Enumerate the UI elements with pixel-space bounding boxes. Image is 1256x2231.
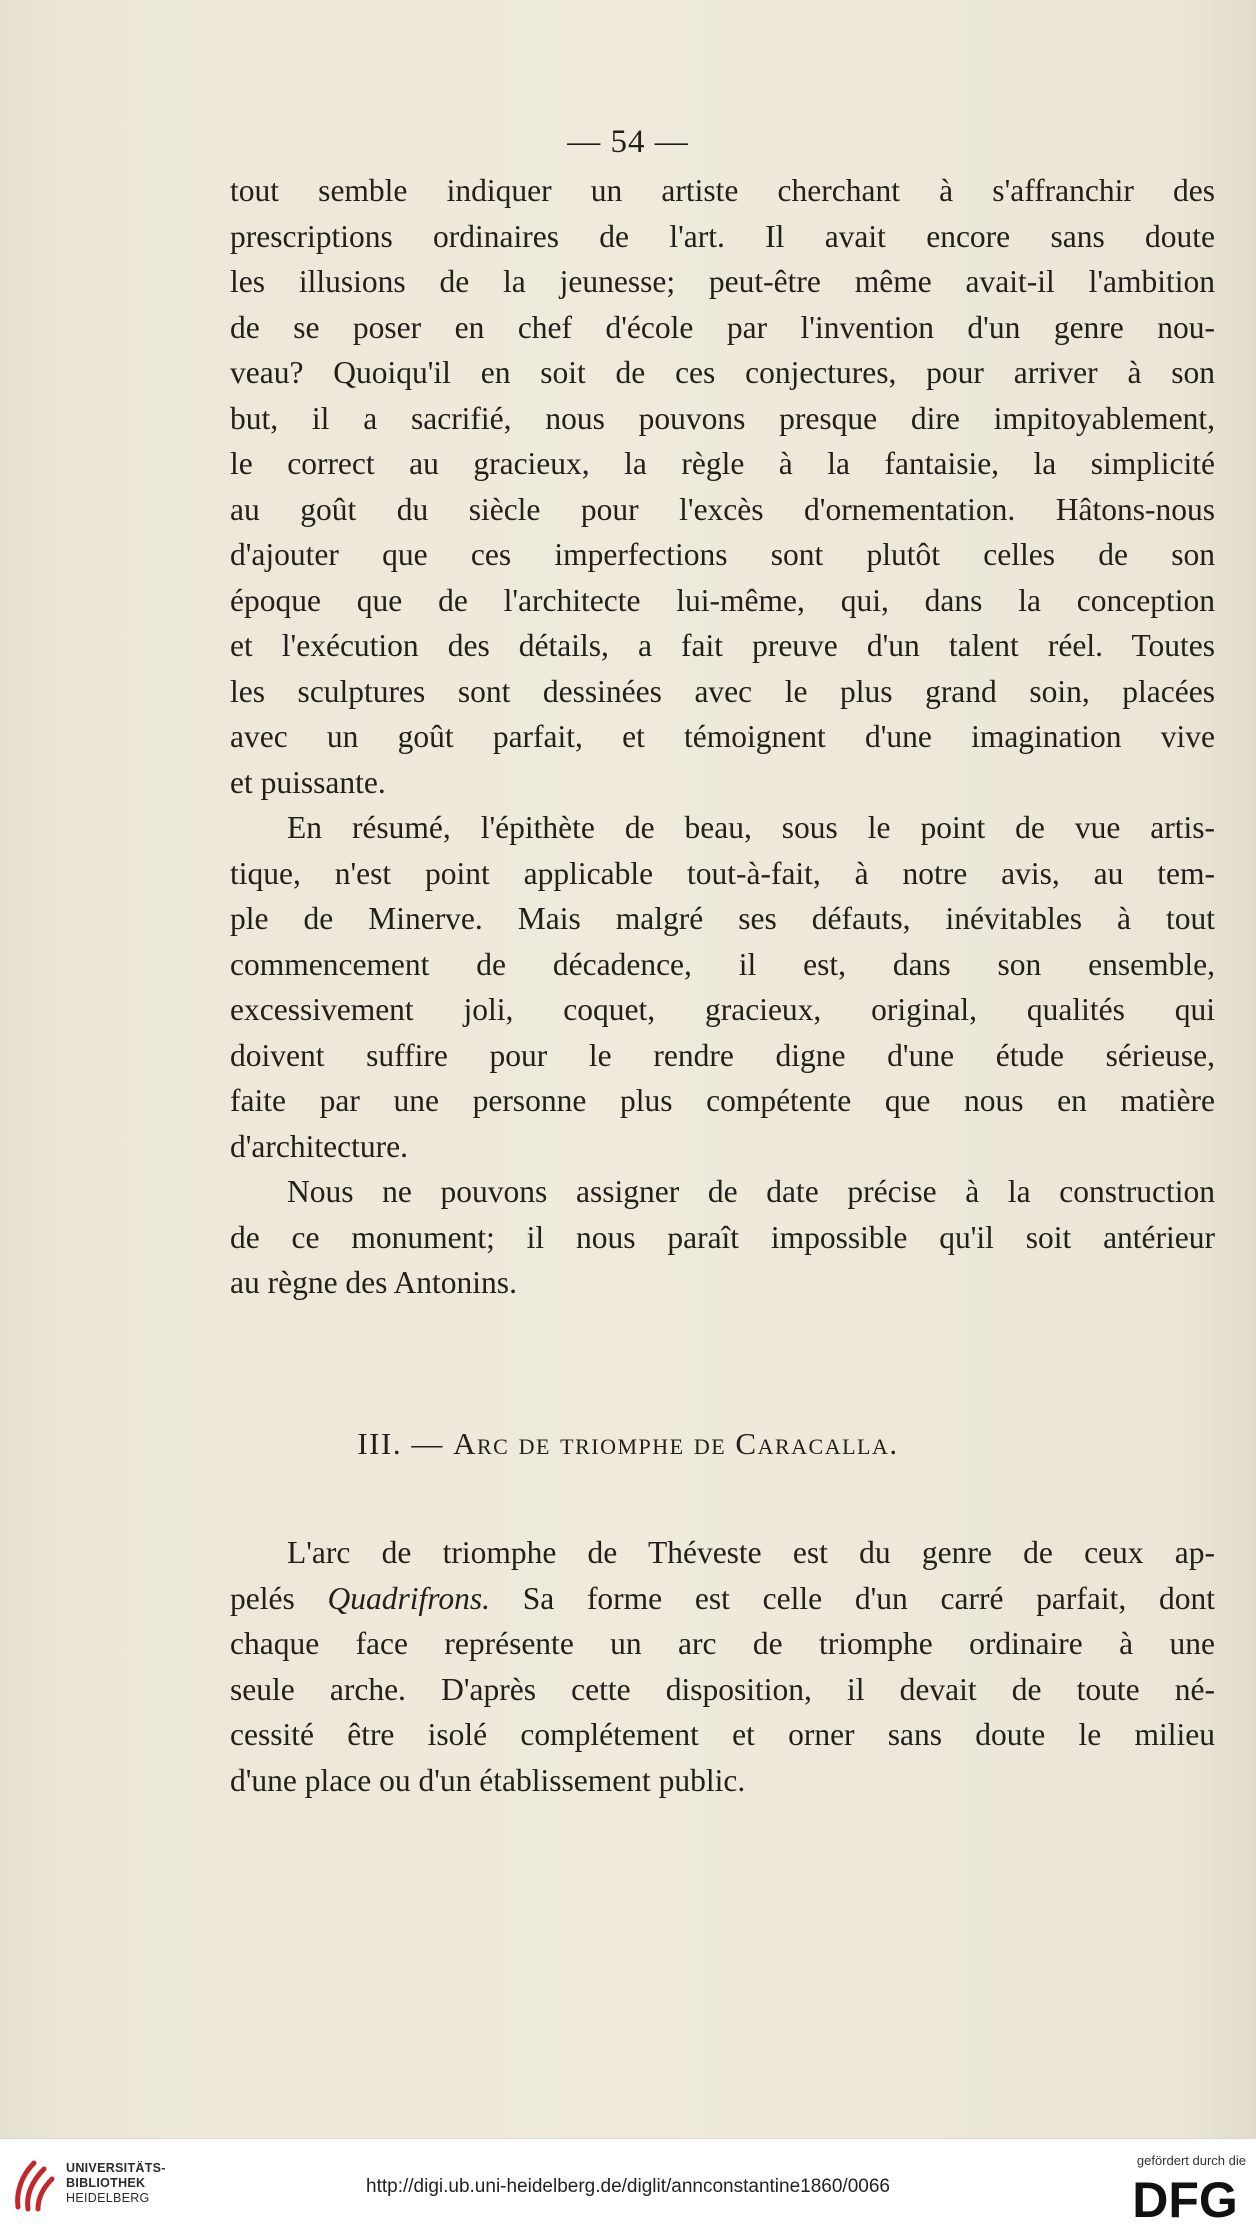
section-number: III. — <box>357 1426 444 1461</box>
text-line: avec un goût parfait, et témoignent d'une imagination vive <box>230 719 1215 754</box>
text-line: de se poser en chef d'école par l'invention d'un genre nou- <box>230 309 1215 345</box>
text-segment: Sa forme est celle d'un carré parfait, dont <box>489 1580 1215 1616</box>
text-line: d'ajouter que ces imperfections sont plutôt celles de son <box>230 537 1215 572</box>
text-line: les illusions de la jeunesse; peut-être même avait-il l'ambition <box>230 264 1215 299</box>
permalink-url[interactable]: http://digi.ub.uni-heidelberg.de/diglit/annconstantine1860/0066 <box>366 2176 890 2197</box>
text-line: au goût du siècle pour l'excès d'ornementation. Hâtons-nous <box>230 491 1215 527</box>
paragraph-4 <box>230 1530 1215 1803</box>
text-line: époque que de l'architecte lui-même, qui, dans la conception <box>230 582 1215 618</box>
text-line: veau? Quoiqu'il en soit de ces conjectures, pour arriver à son <box>230 355 1215 390</box>
text-line: tique, n'est point applicable tout-à-fait, à notre avis, au tem- <box>230 855 1215 891</box>
paragraph-3 <box>230 1169 1215 1306</box>
text-line: au règne des Antonins. <box>230 1265 517 1300</box>
text-line: d'une place ou d'un établissement public. <box>230 1762 746 1798</box>
dfg-logo-icon <box>1126 2173 1244 2223</box>
text-segment: pelés <box>230 1580 328 1616</box>
section-title: Arc de triomphe de Caracalla. <box>453 1426 899 1461</box>
body-text-top <box>230 168 1215 1306</box>
library-name-line: HEIDELBERG <box>66 2191 150 2205</box>
text-line: prescriptions ordinaires de l'art. Il avait encore sans doute <box>230 218 1215 254</box>
text-line: d'architecture. <box>230 1128 408 1164</box>
text-line: le correct au gracieux, la règle à la fantaisie, la simplicité <box>230 446 1215 481</box>
text-line: et puissante. <box>230 764 386 800</box>
text-line: seule arche. D'après cette disposition, il devait de toute né- <box>230 1671 1215 1707</box>
text-line: L'arc de triomphe de Théveste est du genre de ceux ap- <box>287 1535 1215 1570</box>
library-name-line: UNIVERSITÄTS- <box>66 2161 166 2175</box>
text-line: tout semble indiquer un artiste cherchant à s'affranchir des <box>230 173 1215 208</box>
paragraph-1 <box>230 168 1215 805</box>
section-heading <box>0 1426 1256 1462</box>
text-line: et l'exécution des détails, a fait preuve d'un talent réel. Toutes <box>230 628 1215 663</box>
text-line <box>230 1576 1215 1622</box>
sponsor-label: gefördert durch die <box>1136 2153 1246 2168</box>
text-line: but, il a sacrifié, nous pouvons presque dire impitoyablement, <box>230 400 1215 436</box>
text-line: faite par une personne plus compétente que nous en matière <box>230 1083 1215 1118</box>
text-line: doivent suffire pour le rendre digne d'une étude sérieuse, <box>230 1037 1215 1073</box>
text-line: cessité être isolé complétement et orner sans doute le milieu <box>230 1717 1215 1752</box>
text-line: excessivement joli, coquet, gracieux, original, qualités qui <box>230 992 1215 1027</box>
text-line: commencement de décadence, il est, dans son ensemble, <box>230 946 1215 982</box>
text-line: En résumé, l'épithète de beau, sous le point de vue artis- <box>287 810 1215 845</box>
text-line: Nous ne pouvons assigner de date précise à la construction <box>287 1174 1215 1209</box>
library-name-line: BIBLIOTHEK <box>66 2176 146 2190</box>
dfg-logo-text: DFG <box>1132 2173 1238 2223</box>
text-line: les sculptures sont dessinées avec le plus grand soin, placées <box>230 673 1215 709</box>
text-line: ple de Minerve. Mais malgré ses défauts, inévitables à tout <box>230 901 1215 936</box>
page-number: — 54 — <box>567 124 689 160</box>
paragraph-2 <box>230 805 1215 1169</box>
viewer-footer <box>0 2138 1256 2231</box>
text-line: de ce monument; il nous paraît impossible qu'il soit antérieur <box>230 1219 1215 1255</box>
text-line: chaque face représente un arc de triomphe ordinaire à une <box>230 1626 1215 1661</box>
italic-term: Quadrifrons. <box>327 1580 490 1616</box>
